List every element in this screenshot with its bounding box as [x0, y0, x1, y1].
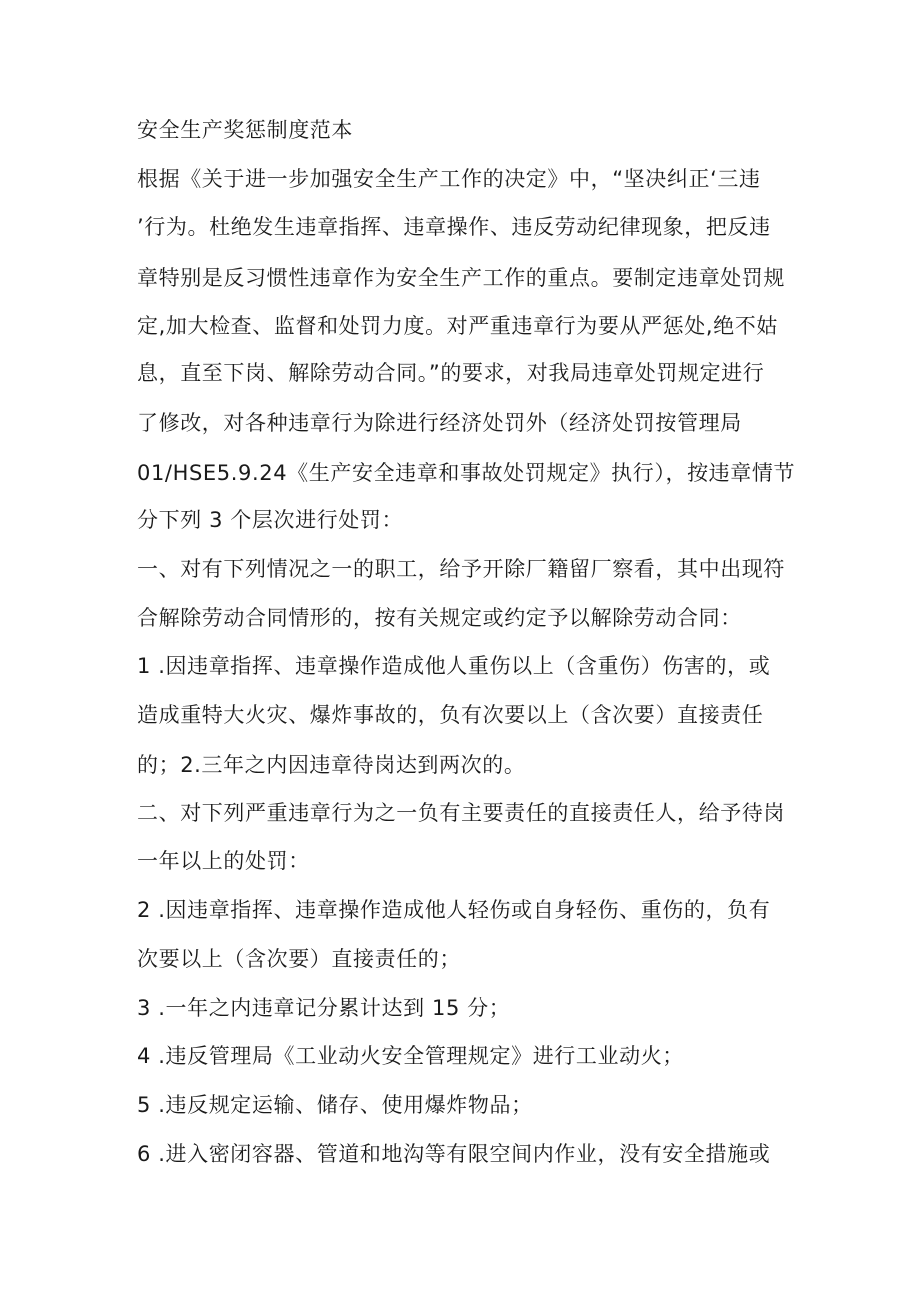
paragraph-line: 了修改，对各种违章行为除进行经济处罚外（经济处罚按管理局: [137, 411, 742, 435]
paragraph-line: 章特别是反习惯性违章作为安全生产工作的重点。要制定违章处罚规: [137, 266, 785, 290]
list-item-line: 3 .一年之内违章记分累计达到 15 分；: [137, 996, 511, 1020]
paragraph-line: 分下列 3 个层次进行处罚：: [137, 508, 404, 532]
document-title: 安全生产奖惩制度范本: [137, 118, 353, 142]
list-item-line: 2 .因违章指挥、违章操作造成他人轻伤或自身轻伤、重伤的，负有: [137, 898, 771, 922]
paragraph-line: 息，直至下岗、解除劳动合同。”的要求，对我局违章处罚规定进行: [137, 361, 765, 385]
paragraph-line: 造成重特大火灾、爆炸事故的，负有次要以上（含次要）直接责任: [137, 703, 764, 727]
paragraph-line: 二、对下列严重违章行为之一负有主要责任的直接责任人，给予待岗: [137, 801, 785, 825]
paragraph-line: 根据《关于进一步加强安全生产工作的决定》中，“坚决纠正‘三违: [137, 167, 761, 191]
list-item-line: 5 .违反规定运输、储存、使用爆炸物品；: [137, 1093, 533, 1117]
list-item-line: 4 .违反管理局《工业动火安全管理规定》进行工业动火；: [137, 1044, 684, 1068]
paragraph-line: 次要以上（含次要）直接责任的；: [137, 947, 461, 971]
paragraph-line: 一、对有下列情况之一的职工，给予开除厂籍留厂察看，其中出现符: [137, 557, 785, 581]
list-item-line: 6 .进入密闭容器、管道和地沟等有限空间内作业，没有安全措施或: [137, 1142, 771, 1166]
paragraph-line: ’行为。杜绝发生违章指挥、违章操作、违反劳动纪律现象，把反违: [137, 215, 771, 239]
paragraph-line: 合解除劳动合同情形的，按有关规定或约定予以解除劳动合同：: [137, 606, 742, 630]
paragraph-line: 01/HSE5.9.24《生产安全违章和事故处罚规定》执行），按违章情节: [137, 461, 796, 485]
paragraph-line: 一年以上的处罚：: [137, 849, 310, 873]
paragraph-line: 定,加大检查、监督和处罚力度。对严重违章行为要从严惩处,绝不姑: [137, 314, 778, 338]
paragraph-line: 的；2.三年之内因违章待岗达到两次的。: [137, 753, 526, 777]
list-item-line: 1 .因违章指挥、违章操作造成他人重伤以上（含重伤）伤害的，或: [137, 654, 771, 678]
